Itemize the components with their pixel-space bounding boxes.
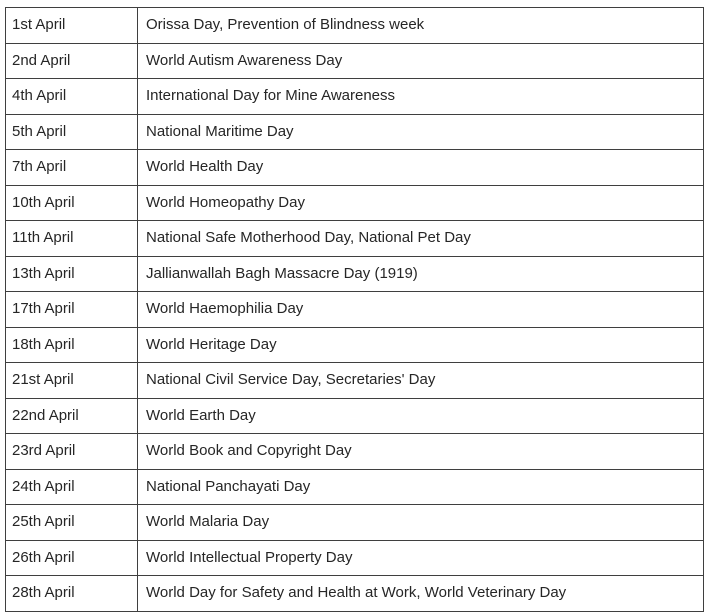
- event-cell: World Intellectual Property Day: [138, 540, 704, 576]
- date-cell: 26th April: [6, 540, 138, 576]
- table-row: [6, 256, 704, 292]
- event-cell: World Malaria Day: [138, 505, 704, 541]
- event-cell: World Heritage Day: [138, 327, 704, 363]
- event-cell: World Haemophilia Day: [138, 292, 704, 328]
- event-cell: National Safe Motherhood Day, National Pet Day: [138, 221, 704, 257]
- date-cell: 22nd April: [6, 398, 138, 434]
- date-cell: 4th April: [6, 79, 138, 115]
- event-cell: National Panchayati Day: [138, 469, 704, 505]
- important-days-table-container: [5, 7, 703, 612]
- table-row: [6, 576, 704, 612]
- event-cell: National Maritime Day: [138, 114, 704, 150]
- table-body: [6, 8, 704, 612]
- date-cell: 10th April: [6, 185, 138, 221]
- event-cell: National Civil Service Day, Secretaries' Day: [138, 363, 704, 399]
- event-cell: World Day for Safety and Health at Work, World Veterinary Day: [138, 576, 704, 612]
- table-row: [6, 79, 704, 115]
- event-cell: World Autism Awareness Day: [138, 43, 704, 79]
- table-row: [6, 8, 704, 44]
- table-row: [6, 505, 704, 541]
- date-cell: 28th April: [6, 576, 138, 612]
- event-cell: International Day for Mine Awareness: [138, 79, 704, 115]
- table-row: [6, 327, 704, 363]
- table-row: [6, 434, 704, 470]
- date-cell: 11th April: [6, 221, 138, 257]
- date-cell: 17th April: [6, 292, 138, 328]
- event-cell: World Earth Day: [138, 398, 704, 434]
- table-row: [6, 185, 704, 221]
- date-cell: 7th April: [6, 150, 138, 186]
- date-cell: 1st April: [6, 8, 138, 44]
- date-cell: 13th April: [6, 256, 138, 292]
- table-row: [6, 43, 704, 79]
- date-cell: 5th April: [6, 114, 138, 150]
- date-cell: 2nd April: [6, 43, 138, 79]
- table-row: [6, 363, 704, 399]
- table-row: [6, 469, 704, 505]
- event-cell: Jallianwallah Bagh Massacre Day (1919): [138, 256, 704, 292]
- event-cell: World Book and Copyright Day: [138, 434, 704, 470]
- important-days-table: [5, 7, 704, 612]
- table-row: [6, 540, 704, 576]
- event-cell: Orissa Day, Prevention of Blindness week: [138, 8, 704, 44]
- table-row: [6, 221, 704, 257]
- table-row: [6, 292, 704, 328]
- event-cell: World Health Day: [138, 150, 704, 186]
- table-row: [6, 150, 704, 186]
- table-row: [6, 398, 704, 434]
- date-cell: 21st April: [6, 363, 138, 399]
- date-cell: 25th April: [6, 505, 138, 541]
- date-cell: 23rd April: [6, 434, 138, 470]
- date-cell: 24th April: [6, 469, 138, 505]
- event-cell: World Homeopathy Day: [138, 185, 704, 221]
- table-row: [6, 114, 704, 150]
- date-cell: 18th April: [6, 327, 138, 363]
